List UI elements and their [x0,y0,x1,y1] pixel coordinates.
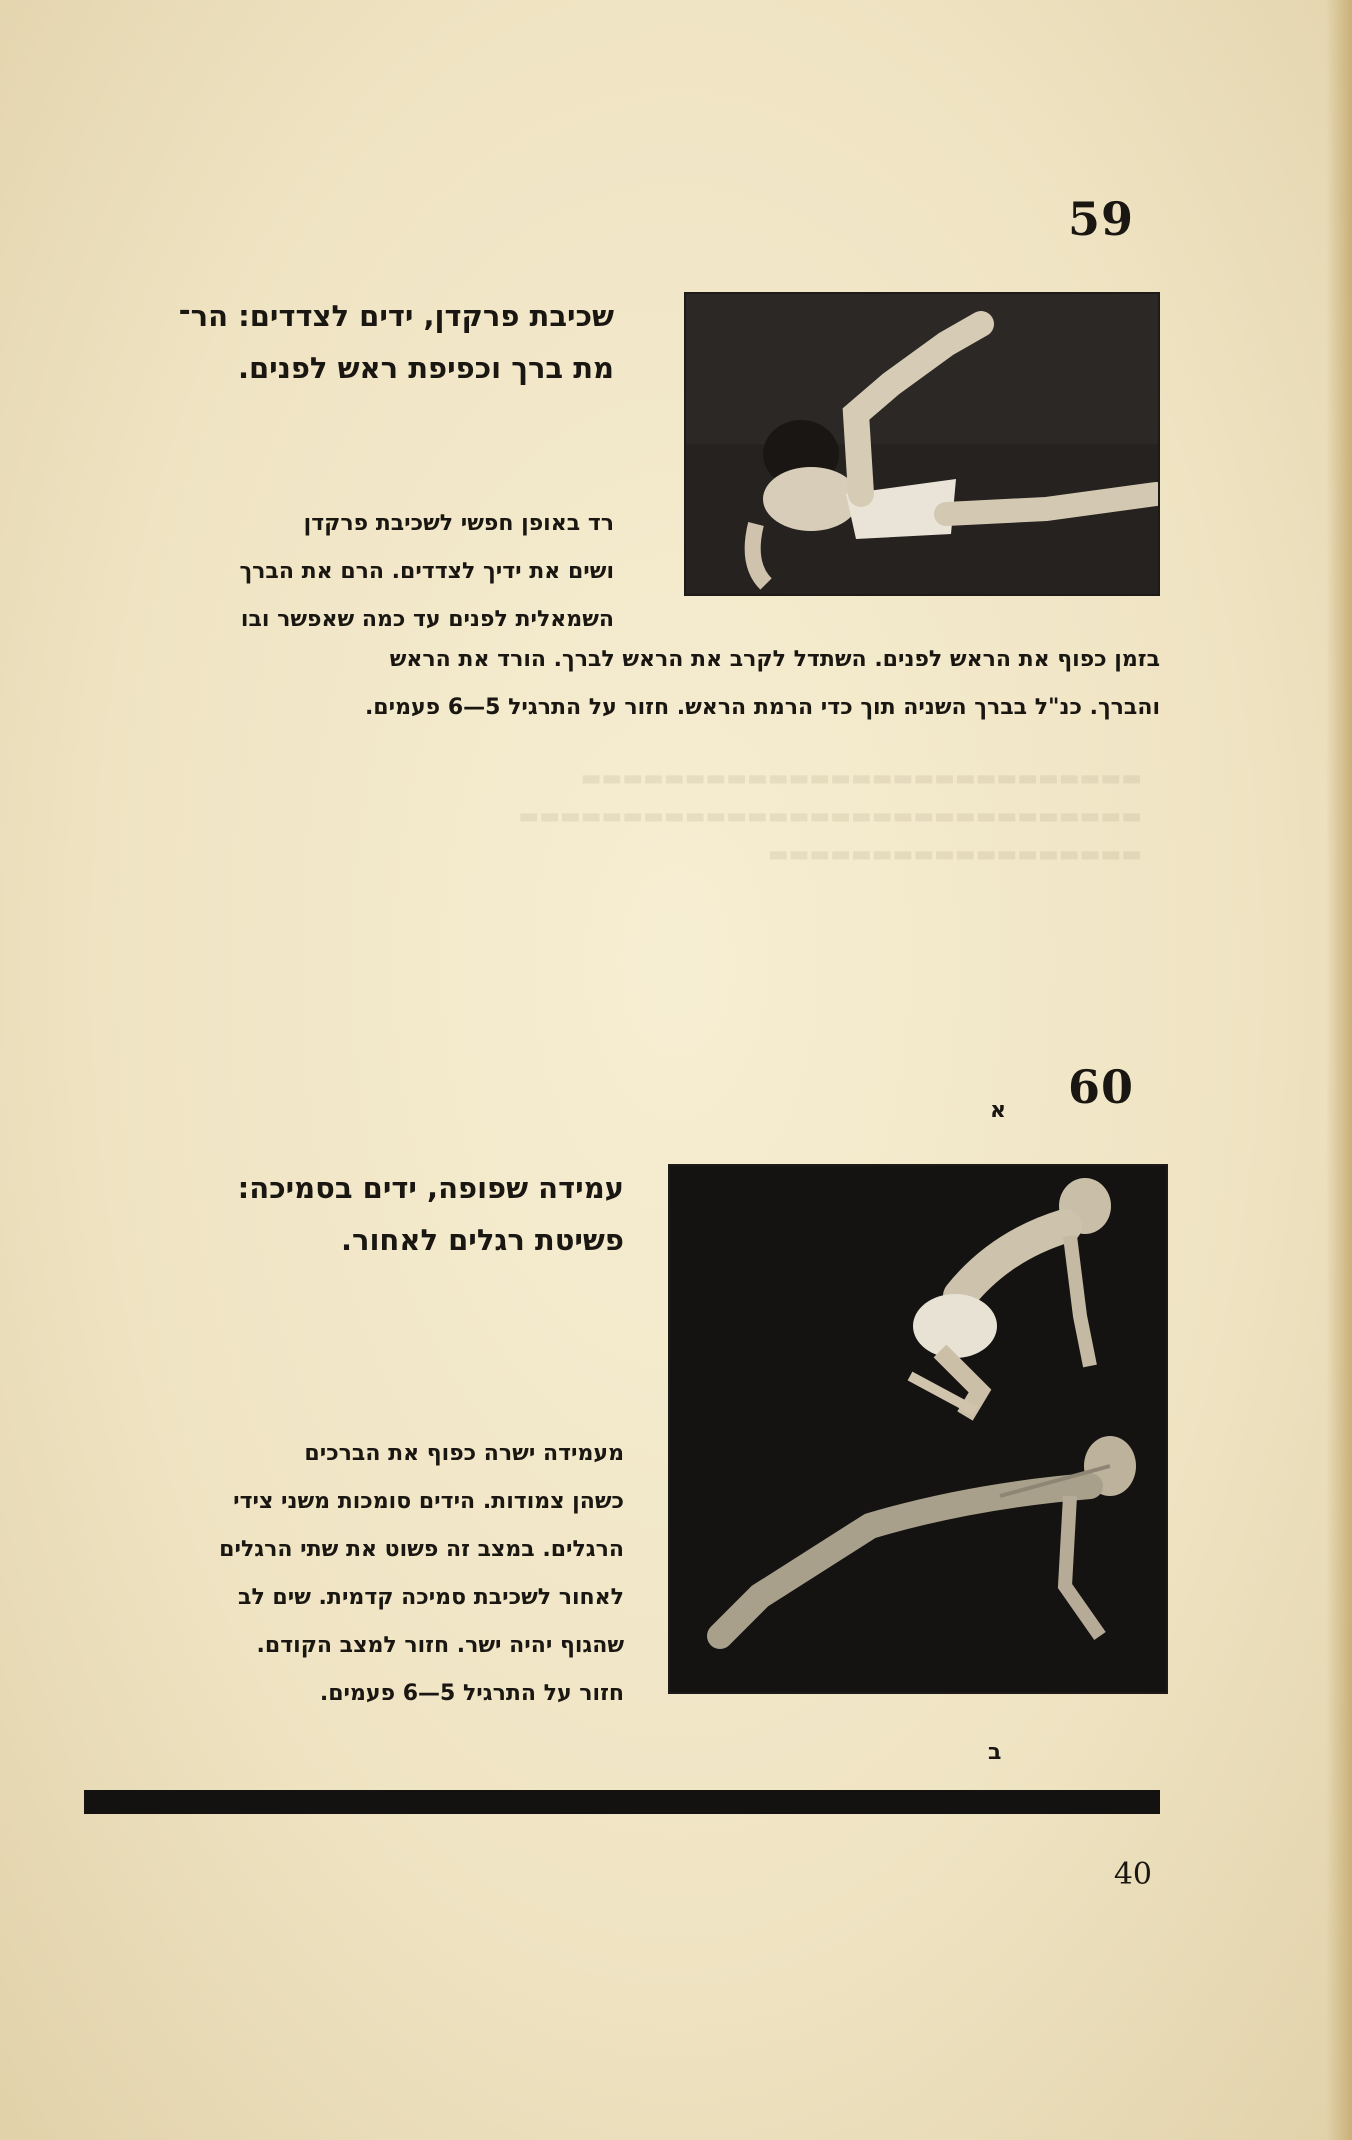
exercise-60-title-line: עמידה שפופה, ידים בסמיכה: [237,1171,624,1205]
exercise-59-title [54,290,614,394]
exercise-60-body-line: חזור על התרגיל 5—6 פעמים. [319,1681,624,1706]
exercise-60-photo [668,1164,1168,1694]
photo-label-b: ב [988,1740,1002,1765]
exercise-59-photo [684,292,1160,596]
page-divider-bar [84,1790,1160,1814]
page-number: 40 [1113,1857,1152,1892]
exercise-60-body-line: מעמידה ישרה כפוף את הברכים [304,1441,624,1466]
exercise-59-title-line: שכיבת פרקדן, ידים לצדדים: הר־ [178,299,614,333]
exercise-59-body-line: בזמן כפוף את הראש לפנים. השתדל לקרב את הראש לברך. הורד את הראש [389,647,1160,672]
exercise-60-body-line: הרגלים. במצב זה פשוט את שתי הרגלים [219,1537,624,1562]
exercise-60-body-line: לאחור לשכיבת סמיכה קדמית. שים לב [238,1585,624,1610]
exercise-60-illustration [670,1166,1166,1692]
page-edge-shadow [1326,0,1352,2140]
show-through-text: ▬▬▬▬▬▬▬▬▬▬▬▬▬▬▬▬▬▬▬▬▬▬▬▬▬▬▬ ▬▬▬▬▬▬▬▬▬▬▬▬▬▬▬▬▬▬▬▬▬▬▬▬▬▬▬▬▬▬ ▬▬▬▬▬▬▬▬▬▬▬▬▬▬▬▬▬▬ [518,766,1142,867]
exercise-59-title-line: מת ברך וכפיפת ראש לפנים. [237,351,614,385]
exercise-60-title [64,1162,624,1266]
photo-label-a: א [990,1098,1007,1123]
exercise-60-text [72,1430,624,1718]
exercise-60-title-line: פשיטת רגלים לאחור. [340,1223,624,1257]
exercise-60-body-line: כשהן צמודות. הידים סומכות משני צידי [233,1489,624,1514]
exercise-59-body-line: והברך. כנ"ל בברך השניה תוך כדי הרמת הראש. חזור על התרגיל 5—6 פעמים. [364,695,1160,720]
exercise-59-text-wide [68,636,1160,732]
exercise-59-text-narrow [66,500,614,644]
exercise-59-body-line: השמאלית לפנים עד כמה שאפשר ובו [240,607,614,632]
exercise-59-illustration [686,294,1158,594]
exercise-number-59: 59 [1068,192,1135,246]
exercise-60-body-line: שהגוף יהיה ישר. חזור למצב הקודם. [256,1633,624,1658]
exercise-number-60: 60 [1068,1060,1135,1114]
exercise-59-body-line: ושים את ידיך לצדדים. הרם את הברך [239,559,614,584]
exercise-59-body-line: רד באופן חפשי לשכיבת פרקדן [303,511,614,536]
